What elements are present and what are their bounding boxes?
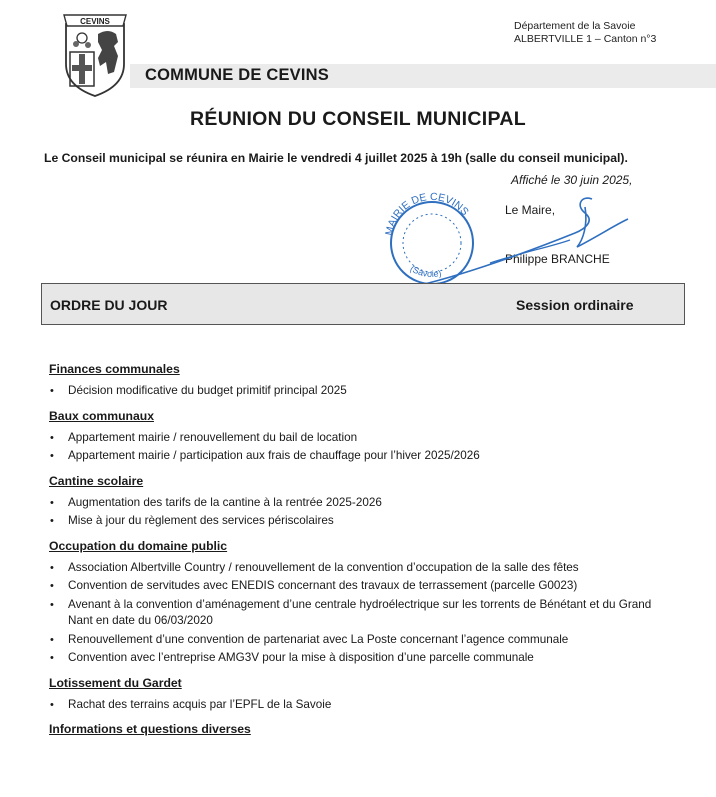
section-heading: Lotissement du Gardet [49, 675, 182, 690]
agenda-item: • Mise à jour du règlement des services périscolaires [49, 513, 679, 530]
commune-coat-of-arms [60, 12, 130, 98]
section-heading: Cantine scolaire [49, 473, 144, 488]
mayor-name: Philippe BRANCHE [505, 252, 610, 266]
page-title: RÉUNION DU CONSEIL MUNICIPAL [190, 108, 526, 130]
agenda-section-lotissement [49, 676, 679, 714]
agenda-item: • Association Albertville Country / renouvellement de la convention d’occupation de la salle des fêtes [49, 560, 679, 577]
agenda-item: • Convention avec l’entreprise AMG3V pour la mise à disposition d’une parcelle communale [49, 650, 679, 667]
agenda-content [49, 362, 679, 746]
agenda-section-finances [49, 362, 679, 400]
agenda-item: • Appartement mairie / renouvellement du bail de location [49, 430, 679, 447]
stamp-top-text: MAIRIE DE CEVINS [383, 190, 471, 237]
section-heading: Informations et questions diverses [49, 722, 251, 736]
department-info [514, 20, 656, 46]
stamp-bottom-text: (Savoie) [408, 263, 443, 280]
agenda-item: • Décision modificative du budget primitif principal 2025 [49, 383, 679, 400]
section-heading: Baux communaux [49, 408, 154, 423]
agenda-section-cantine [49, 474, 679, 530]
session-type: Session ordinaire [516, 297, 634, 313]
agenda-item: • Rachat des terrains acquis par l’EPFL de la Savoie [49, 697, 679, 714]
agenda-item: • Convention de servitudes avec ENEDIS concernant des travaux de terrassement (parcelle G0023) [49, 578, 679, 595]
posted-date: Affiché le 30 juin 2025, [511, 173, 633, 187]
meeting-announcement: Le Conseil municipal se réunira en Mairie le vendredi 4 juillet 2025 à 19h (salle du conseil municipal). [44, 151, 628, 165]
agenda-section-domaine-public [49, 539, 679, 667]
section-heading: Occupation du domaine public [49, 538, 228, 553]
section-heading: Finances communales [49, 362, 180, 376]
agenda-item: • Appartement mairie / participation aux frais de chauffage pour l’hiver 2025/2026 [49, 448, 679, 465]
agenda-item: • Augmentation des tarifs de la cantine à la rentrée 2025-2026 [49, 495, 679, 512]
agenda-title: ORDRE DU JOUR [50, 297, 168, 313]
official-stamp-signature [370, 185, 630, 295]
agenda-item: • Renouvellement d’une convention de partenariat avec La Poste concernant l’agence communale [49, 632, 679, 649]
commune-name: COMMUNE DE CEVINS [145, 66, 329, 84]
agenda-section-informations [49, 722, 679, 737]
department-name: Département de la Savoie [514, 20, 636, 32]
logo-ribbon-text: CEVINS [80, 17, 110, 26]
agenda-section-baux [49, 409, 679, 465]
agenda-item: • Avenant à la convention d’aménagement d’une centrale hydroélectrique sur les torrents de Bénétant et du Grand Nant en date du 06/03/2020 [49, 597, 679, 630]
mayor-title: Le Maire, [505, 203, 556, 217]
canton-name: ALBERTVILLE 1 – Canton n°3 [514, 33, 657, 45]
